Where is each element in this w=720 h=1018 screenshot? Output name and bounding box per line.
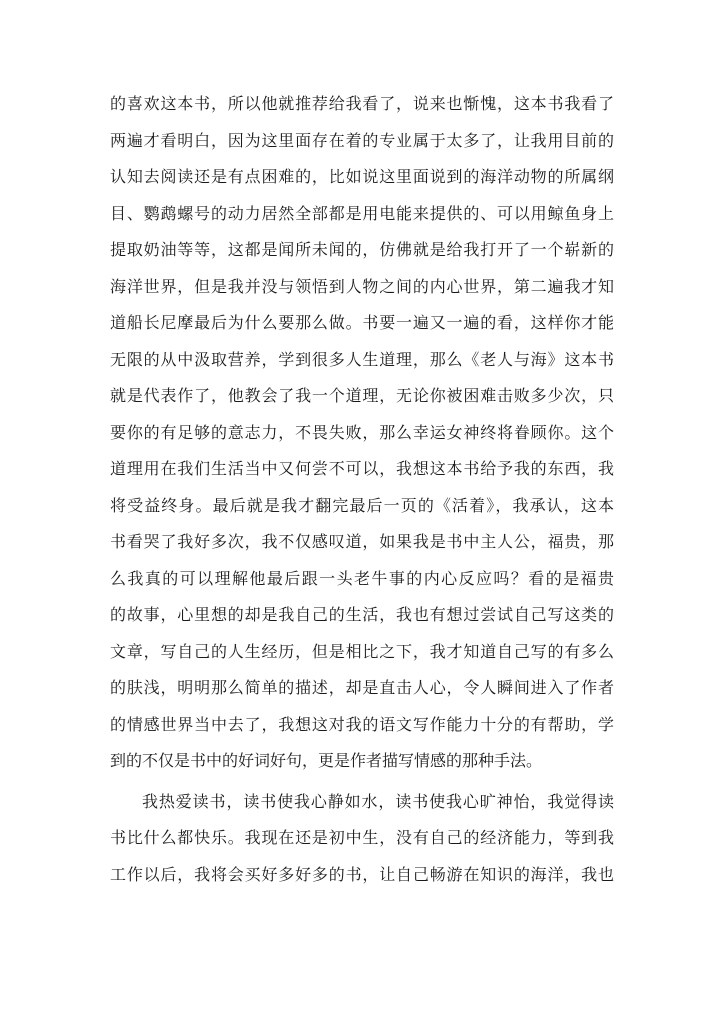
text-line: 认知去阅读还是有点困难的，比如说这里面说到的海洋动物的所属纲 <box>110 167 614 186</box>
text-line: 就是代表作了，他教会了我一个道理，无论你被困难击败多少次，只 <box>110 386 614 405</box>
text-line: 书比什么都快乐。我现在还是初中生，没有自己的经济能力，等到我 <box>110 828 614 847</box>
text-line: 么我真的可以理解他最后跟一头老牛事的内心反应吗？看的是福贵 <box>110 568 614 588</box>
document-body <box>110 86 614 893</box>
text-line: 将受益终身。最后就是我才翻完最后一页的《活着》，我承认，这本 <box>110 495 614 515</box>
text-line: 道理用在我们生活当中又何尝不可以，我想这本书给予我的东西，我 <box>110 459 614 478</box>
text-line: 两遍才看明白，因为这里面存在着的专业属于太多了，让我用目前的 <box>110 130 614 150</box>
text-line: 目、鹦鹉螺号的动力居然全部都是用电能来提供的、可以用鲸鱼身上 <box>110 203 614 223</box>
text-line: 到的不仅是书中的好词好句，更是作者描写情感的那种手法。 <box>110 751 543 770</box>
text-line: 提取奶油等等，这都是闻所未闻的，仿佛就是给我打开了一个崭新的 <box>110 240 614 259</box>
paragraph-2 <box>110 784 614 894</box>
text-line: 工作以后，我将会买好多好多的书，让自己畅游在知识的海洋，我也 <box>110 864 614 884</box>
text-line: 的肤浅，明明那么简单的描述，却是直击人心，令人瞬间进入了作者 <box>110 678 614 697</box>
text-line: 要你的有足够的意志力，不畏失败，那么幸运女神终将眷顾你。这个 <box>110 422 614 442</box>
paragraph-1 <box>110 86 614 780</box>
text-line: 道船长尼摩最后为什么要那么做。书要一遍又一遍的看，这样你才能 <box>110 313 614 332</box>
text-line: 的情感世界当中去了，我想这对我的语文写作能力十分的有帮助，学 <box>110 714 614 734</box>
text-line: 的故事，心里想的却是我自己的生活，我也有想过尝试自己写这类的 <box>110 605 614 624</box>
text-line: 海洋世界，但是我并没与领悟到人物之间的内心世界，第二遍我才知 <box>110 276 614 296</box>
text-line: 无限的从中汲取营养，学到很多人生道理，那么《老人与海》这本书 <box>110 349 614 369</box>
text-line: 文章，写自己的人生经历，但是相比之下，我才知道自己写的有多么 <box>110 641 614 661</box>
text-line: 书看哭了我好多次，我不仅感叹道，如果我是书中主人公，福贵，那 <box>110 532 614 551</box>
text-line: 的喜欢这本书，所以他就推荐给我看了，说来也惭愧，这本书我看了 <box>110 94 614 113</box>
text-line: 我热爱读书，读书使我心静如水，读书使我心旷神怡，我觉得读 <box>142 791 614 811</box>
